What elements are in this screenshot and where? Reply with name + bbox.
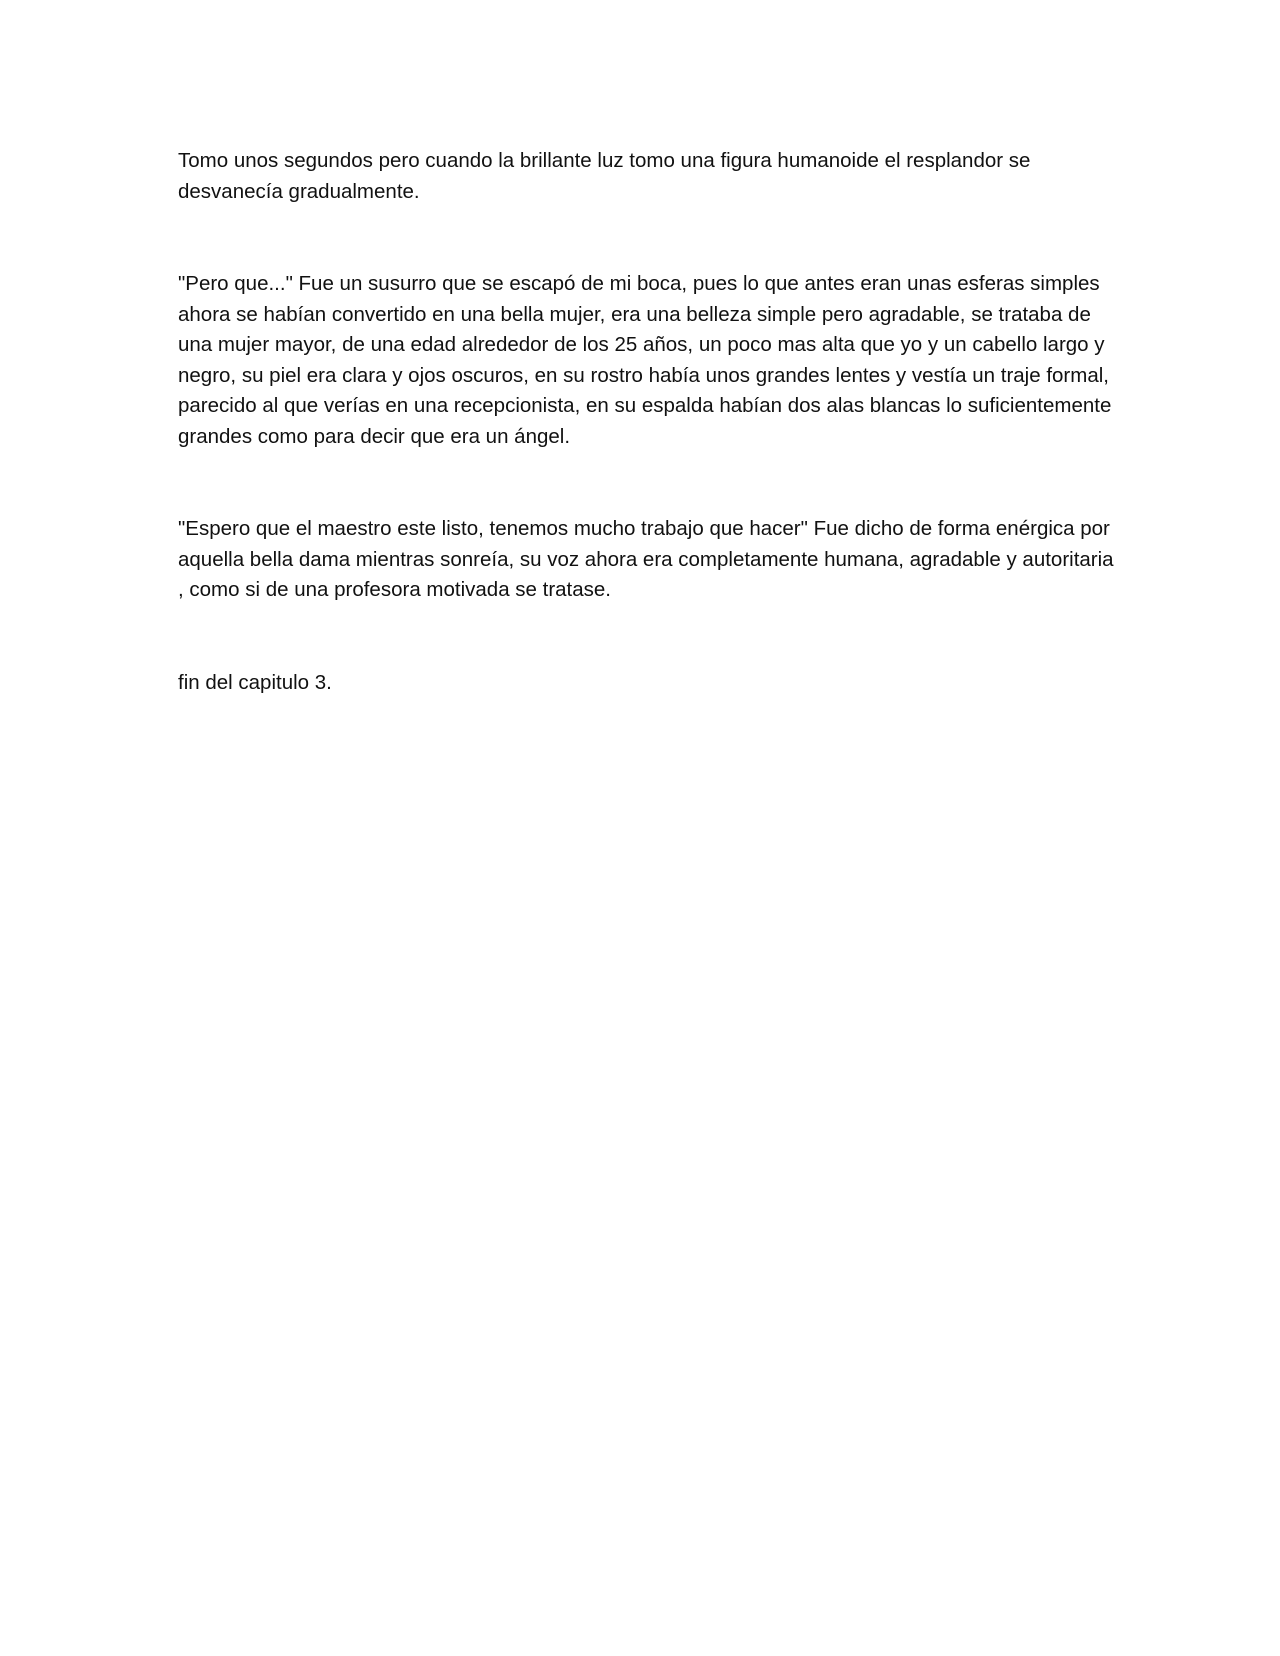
paragraph-3: "Espero que el maestro este listo, tenemos mucho trabajo que hacer" Fue dicho de forma enérgica por aquella bella dama mientras sonreía, su voz ahora era completamente humana, agradable y autoritaria , como si de una profesora motivada se tratase. bbox=[178, 517, 1114, 601]
document-body bbox=[178, 146, 1118, 698]
paragraph-1: Tomo unos segundos pero cuando la brillante luz tomo una figura humanoide el resplandor se desvanecía gradualmente. bbox=[178, 149, 1031, 203]
chapter-end-note: fin del capitulo 3. bbox=[178, 670, 332, 694]
paragraph-2: "Pero que..." Fue un susurro que se escapó de mi boca, pues lo que antes eran unas esferas simples ahora se habían convertido en una bella mujer, era una belleza simple pero agradable, se trataba de una mujer mayor, de una edad alrededor de los 25 años, un poco mas alta que yo y un cabello largo y negro, su piel era clara y ojos oscuros, en su rostro había unos grandes lentes y vestía un traje formal, parecido al que verías en una recepcionista, en su espalda habían dos alas blancas lo suficientemente grandes como para decir que era un ángel. bbox=[178, 272, 1112, 448]
